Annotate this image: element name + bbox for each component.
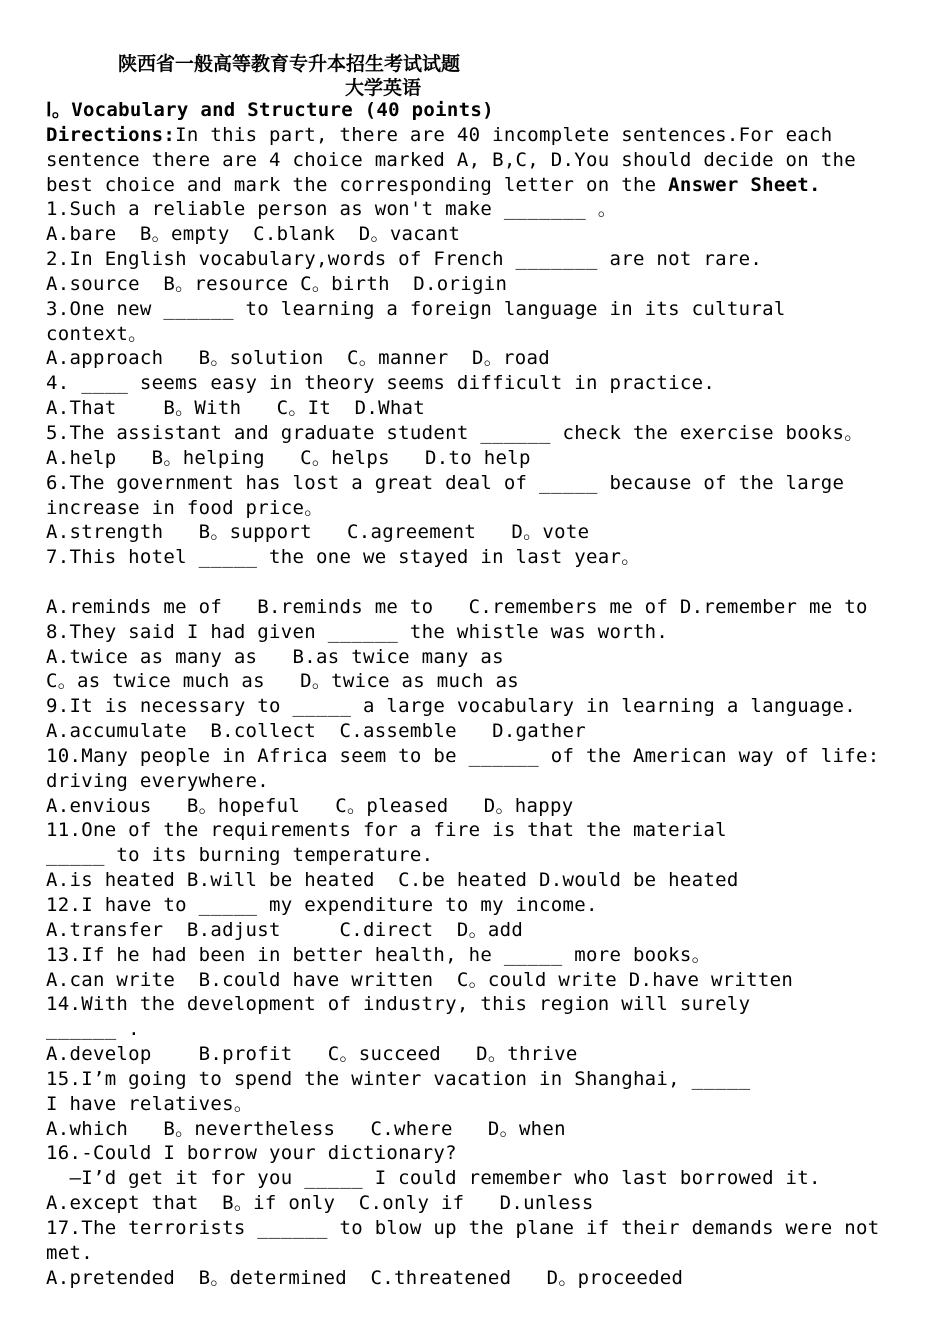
question-line: 1.Such a reliable person as won't make _______ 。 <box>46 198 618 221</box>
question-line: 8.They said I had given ______ the whistle was worth. <box>46 620 669 643</box>
question-line <box>46 570 926 595</box>
question-line: increase in food price。 <box>46 496 324 519</box>
directions-text: In this part, there are 40 incomplete sentences.For each <box>175 123 833 146</box>
question-line: C。as twice much as D。twice as much as <box>46 670 519 693</box>
question-line: A.accumulate B.collect C.assemble D.gather <box>46 720 586 743</box>
question-line: A.strength B。support C.agreement D。vote <box>46 521 590 544</box>
question-line: 6.The government has lost a great deal of _____ because of the large <box>46 471 845 494</box>
question-body <box>46 98 926 1291</box>
question-line: A.except that B。if only C.only if D.unless <box>46 1192 594 1215</box>
answer-sheet-label: Answer Sheet. <box>668 173 821 196</box>
question-line: A.which B。nevertheless C.where D。when <box>46 1117 566 1140</box>
question-line: A.help B。helping C。helps D.to help <box>46 446 531 469</box>
question-line: A.is heated B.will be heated C.be heated D.would be heated <box>46 869 739 892</box>
question-line: 12.I have to _____ my expenditure to my income. <box>46 894 598 916</box>
question-line: ______ . <box>46 1018 140 1041</box>
question-line: I have relatives。 <box>46 1092 254 1115</box>
question-line: 14.With the development of industry, this region will surely <box>46 993 751 1016</box>
question-line: A.twice as many as B.as twice many as <box>46 645 504 668</box>
question-line: A.reminds me of B.reminds me to C.remembers me of D.remember me to <box>46 595 868 618</box>
directions-line: sentence there are 4 choice marked A, B,C, D.You should decide on the <box>46 148 856 171</box>
question-line: 15.I’m going to spend the winter vacation in Shanghai, _____ <box>46 1067 751 1090</box>
directions-label: Directions: <box>46 123 176 146</box>
section-heading: Ⅰ。Vocabulary and Structure (40 points) <box>46 99 494 121</box>
question-line: —I’d get it for you _____ I could remember who last borrowed it. <box>46 1167 821 1190</box>
question-line: A.That B。With C。It D.What <box>46 397 426 420</box>
directions-line <box>46 173 926 198</box>
question-line: A.source B。resource C。birth D.origin <box>46 272 508 295</box>
question-line: 13.If he had been in better health, he _____ more books。 <box>46 943 711 966</box>
question-line: 9.It is necessary to _____ a large vocabulary in learning a language. <box>46 695 856 718</box>
question-line: met. <box>46 1241 93 1264</box>
subject-title: 大学英语 <box>345 77 422 99</box>
question-line: driving everywhere. <box>46 769 270 792</box>
directions-text: best choice and mark the corresponding letter on the <box>46 173 669 196</box>
question-line: 5.The assistant and graduate student ______ check the exercise books。 <box>46 421 864 444</box>
question-line: 11.One of the requirements for a fire is that the material <box>46 819 727 842</box>
question-line: A.approach B。solution C。manner D。road <box>46 347 550 370</box>
question-line: 10.Many people in Africa seem to be ______ of the American way of life: <box>46 744 880 767</box>
question-line: A.transfer B.adjust C.direct D。add <box>46 918 524 941</box>
question-line: A.bare B。empty C.blank D。vacant <box>46 223 461 246</box>
question-line: 4. ____ seems easy in theory seems difficult in practice. <box>46 372 716 395</box>
question-line: 2.In English vocabulary,words of French _______ are not rare. <box>46 248 763 271</box>
question-line: 3.One new ______ to learning a foreign language in its cultural <box>46 297 786 320</box>
question-line: _____ to its burning temperature. <box>46 844 434 867</box>
question-line: A.develop B.profit C。succeed D。thrive <box>46 1043 578 1066</box>
question-line: 16.-Could I borrow your dictionary? <box>46 1142 457 1165</box>
question-line: 17.The terrorists ______ to blow up the plane if their demands were not <box>46 1216 880 1239</box>
question-line: context。 <box>46 322 148 345</box>
question-line: A.can write B.could have written C。could write D.have written <box>46 968 794 991</box>
directions-line <box>46 123 926 148</box>
question-list <box>46 197 926 1290</box>
exam-title: 陕西省一般高等教育专升本招生考试试题 <box>118 53 461 75</box>
question-line: A.envious B。hopeful C。pleased D。happy <box>46 794 574 817</box>
question-line: A.pretended B。determined C.threatened D。proceeded <box>46 1266 684 1289</box>
question-line: 7.This hotel _____ the one we stayed in last year。 <box>46 546 641 569</box>
